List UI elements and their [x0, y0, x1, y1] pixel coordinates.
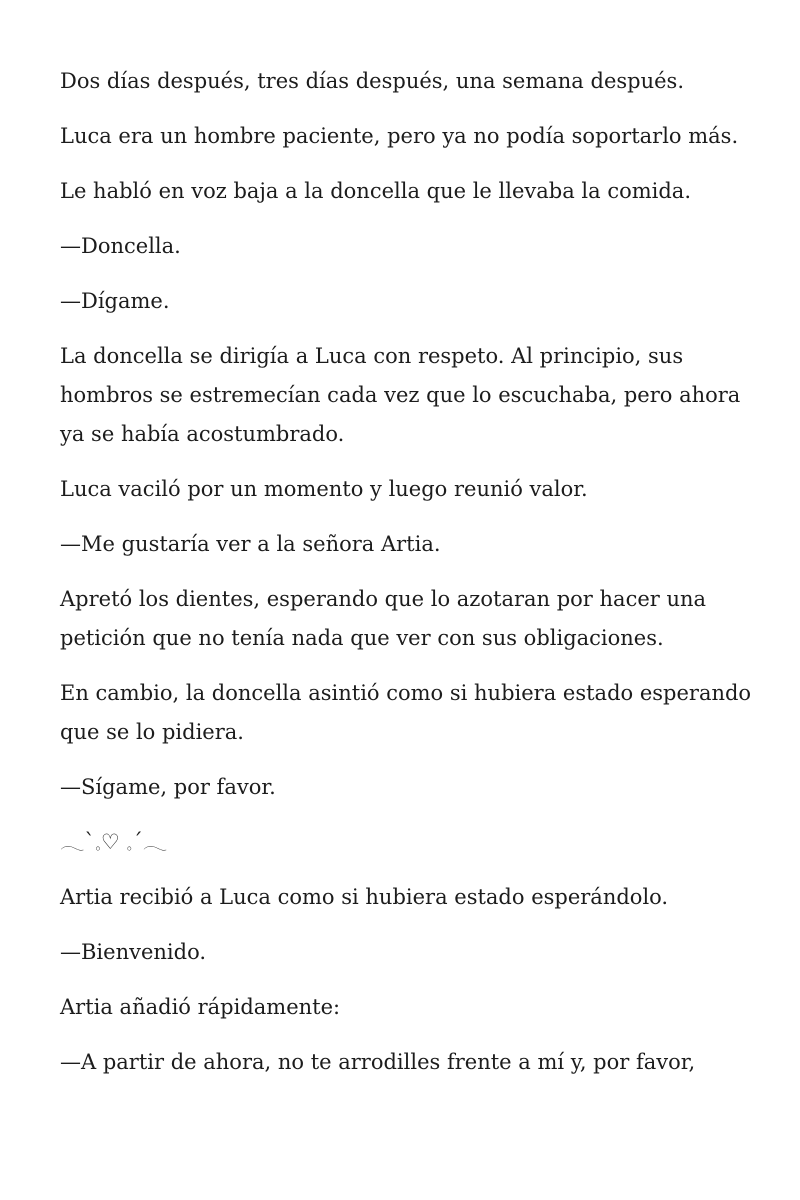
- paragraph-15: Artia añadió rápidamente:: [60, 995, 341, 1019]
- paragraph-10: En cambio, la doncella asintió como si hubiera estado esperando que se lo pidiera.: [60, 681, 752, 744]
- paragraph-7: Luca vaciló por un momento y luego reunió valor.: [60, 477, 588, 501]
- paragraph-2: Luca era un hombre paciente, pero ya no podía soportarlo más.: [60, 124, 739, 148]
- dialogue-doncella: —Doncella.: [60, 234, 181, 258]
- section-divider-ornament: 𓂃`𓈒♡ 𓈒´𓂃: [60, 830, 168, 854]
- dialogue-ver-artia: —Me gustaría ver a la señora Artia.: [60, 532, 441, 556]
- reading-page: [60, 62, 760, 1098]
- paragraph-1: Dos días después, tres días después, una semana después.: [60, 69, 684, 93]
- paragraph-6: La doncella se dirigía a Luca con respeto. Al principio, sus hombros se estremecían cada vez que lo escuchaba, pero ahora ya se había acostumbrado.: [60, 344, 741, 446]
- paragraph-3: Le habló en voz baja a la doncella que le llevaba la comida.: [60, 179, 692, 203]
- dialogue-sigame: —Sígame, por favor.: [60, 775, 276, 799]
- dialogue-a-partir-de-ahora: —A partir de ahora, no te arrodilles frente a mí y, por favor,: [60, 1050, 696, 1074]
- dialogue-bienvenido: —Bienvenido.: [60, 940, 207, 964]
- paragraph-13: Artia recibió a Luca como si hubiera estado esperándolo.: [60, 885, 669, 909]
- paragraph-9: Apretó los dientes, esperando que lo azotaran por hacer una petición que no tenía nada que ver con sus obligaciones.: [60, 587, 707, 650]
- dialogue-digame: —Dígame.: [60, 289, 170, 313]
